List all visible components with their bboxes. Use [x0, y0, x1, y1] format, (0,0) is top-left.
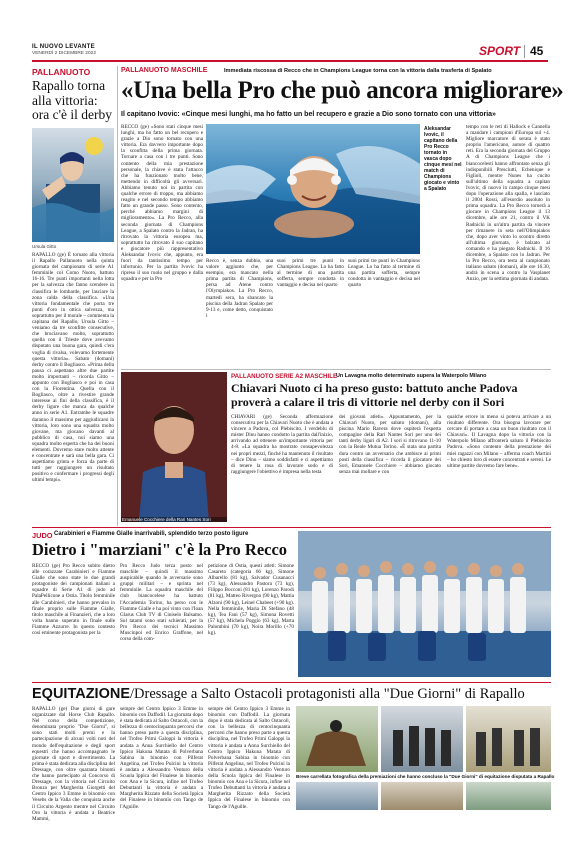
equitazione-col-3: sempre del Centro Ippico 3 Emme in binomio con Daffodil. La giornata dopo è stata dedicata al Salto Ostacoli, con la bellezza di centocinquanta percorsi che hanno preso parte a questa disciplina, nel Trofeo Primi Galoppi la vittoria è andata a Anna Surchiello del Centro Ippico Hakuna Matata di Polverbana Sabina in binomio con Pilferat Angelina, nel Trofeo Pulcini la vittoria è andata a Alessandro Venturo della Scuola Ippica del Finalese in binomio con Ana e la Sicura, infine nel Trofeo Debuttanti la vittoria è andata a Margherita Rizzato della Società Ippica del Finalese in binomio con Tango de l'Aguille. — [208, 706, 290, 810]
ivovic-photo-caption: Aleksandar Ivovic, il capitano della Pro Recco tornato in vasca dopo cinque mesi nel match di Champions giocato e vinto a Spalato — [424, 126, 462, 192]
equitazione-photo-5 — [381, 782, 463, 810]
judo-headline: Dietro i "marziani" c'è la Pro Recco — [32, 540, 288, 559]
story-divider-top — [121, 369, 551, 370]
judo-team-photo — [298, 531, 551, 677]
judo-kicker: JUDO — [32, 531, 53, 540]
waterpolo-player-illustration — [206, 124, 420, 254]
issue-date: VENERDÌ 2 DICEMBRE 2022 — [32, 51, 96, 56]
ursula-gitto-photo — [32, 128, 114, 242]
judo-col-1: RECCO (ge) Pro Recco subito dietro alle corazzate Carabinieri e Fiamme Gialle che sono state le due grandi protagoniste dei campionati italiani a squadre di Serie A1 di judo ad PalaPellicone a Ostia. Titolo femminile alle Carabinieri, che hanno prevalso in finale proprio sulle Fiamme Gialle, titolo maschile ai Finanzieri, che a loro volta hanno superato in finale sulle Fiamme Azzurre. In questo contesto così eminente protagonista per la — [32, 563, 115, 637]
award-ceremony-icon — [466, 706, 551, 772]
judo-col-2: Pro Recco Judo terza posto nel maschile – quindi il massimo auspicabile quando le avversarie sono gruppi militari – e sprinta nel femminile. La squadra maschile del club biancocelese ha battuto l'Accademia Torino, ha perso con le Fiamme Gialle e ha poi vinto con l'Ioan Glarus Club TV di Ciniselo Balsamo. Sul tatami sono stati schierati, per la Pro Recco dei tecnici Massimo Muscinpoi ed Enrico Graffone, nel corso della com- — [120, 563, 203, 643]
swimmer-silhouette — [32, 128, 114, 242]
top-headline: «Una bella Pro che può ancora migliorare» — [121, 77, 564, 104]
header-rule — [32, 60, 548, 62]
kicker-slash: / — [130, 686, 135, 702]
chiavari-col-1: CHIAVARI (ge) Seconda affermazione consecutiva per la Chiavari Nuoto che è andata a vincere a Padova, col Plebiscito. I verdeblu di mister Dinu hanno condotto la partita dall'inizio, arrivando ad ottenere un'importante vittoria per 4-8. «La squadra ha mostrato consapevolezza nei propri mezzi, finché ha mantenuto il risultato – dice Dinu – siamo soddisfatti e ci aspettiamo di tenere la rosa di lavorare sodo e di raggiungere l'obiettivo è impresa nella testa — [231, 414, 333, 475]
top-col-1: RECCO (ge) «Sono stati cinque mesi lunghi, ma ho fatto un bel recupero e grazie a Dio sono tornato con una vittoria. Era davvero importante dopo la sconfitta della prima giornata. Tornare a casa con i tre punti. Sono contento della mia prestazione personale, la chiave è stata l'attacco che ha funzionato molto bene, mettendo in difficoltà gli avversari. Abbiamo tenuto noi in partita con qualche errore di troppo, ma abbiamo reagito e nel secondo tempo abbiamo fatto un grande passo. Sono contento, perché abbiamo margini di miglioramento». La Pro Recco, alla seconda giornata di Champions League, a Spalato contro la Jadran, ha ritrovato la vittoria europea ma, soprattutto ha ritrovato il suo capitano e giocatore più rappresentativo Aleksandar Ivovic che, appunto, era fuori da tantissimo tempo per infortunio. Per la partita Ivovic ha ripreso il suo ruolo nel gruppo e dalla squadra e per la Pro — [121, 124, 203, 283]
top-col-3b: suoi primi tre punti in Champions League. Lo ha fatto al termine di una partita sofferta, sempre condotta in vantaggio e decisa nel quarto — [348, 258, 420, 289]
ivovic-photo — [206, 124, 420, 254]
equitazione-photo-1 — [296, 706, 378, 772]
section-label: SPORT — [479, 44, 521, 58]
top-subhead: Il capitano Ivovic: «Cinque mesi lunghi, ma ho fatto un bel recupero e grazie a Dio sono tornato con una vittoria» — [121, 111, 496, 118]
horse-rider-icon — [296, 706, 378, 772]
podium-group-icon — [381, 706, 463, 772]
equitazione-photo-3 — [466, 706, 551, 772]
top-col-2: Recco è, senza dubbio, una valore aggiunto che, per esempio, era mancato nella prima partita di Champions, persa ad Atene contro l'Olympiakos. La Pro Recco, martedì sera, ha sbancato la piscina della Jadran Spalato per 9-13 e, come detto, conquistato i — [206, 258, 273, 319]
equitazione-photo-caption: Breve carrellata fotografica della premiazioni che hanno concluso la "Due Giorni" di equitazione disputata a Rapallo — [296, 774, 555, 779]
top-col-4: tempo con le reti di Hallock e Cannella a mandare i campioni d'Europa sul +4. Migliore marcatore di serata è stato proprio l'americano, autore di quattro reti. Era la seconda giornata del Gruppo A di Champions League che i biancocelesti hanno affrontato senza gli indisponibili Presciutti, Echenique e Figlioli, mentre Nunes ha cucito sull'ultimo della squadra a capitan Ivovic, di nuovo in campo cinque mesi dopo l'operazione alla spalla, e lasciato il 2004 Rossi, all'esordio assoluto in prima squadra. La Pro Recco tornerà a giocare in Champions League il 13 dicembre, alle ore 21, contro il VK Radnicki in un'altra partita da vincere per rimanere in seta nell'Olimpiakos che, dopo aver vinto lo scontro diretto all'ultima giornata, è balzato al comando e ha piegato Radnicki. Il 16 dicembre, a Spalato con lo Jadran. Per la Pro Recco, ora testa al campionato italiano sabato (domani), alle ore 16.30, andrà in scena a contro la Vasplanet Anzio, per la settima giornata di andata. — [466, 124, 550, 283]
masthead: IL NUOVO LEVANTE — [32, 44, 95, 50]
left-body: RAPALLO (ge) È tornato alla vittoria il Rapallo Pallanuoto nella quinta giornata del campionato di serie A1 femminile col Como Nuoto, battuto 16-16. Tre punti importanti nella lotta per la salvezza che fanno scendere in classifica le lombarde, per lasciare la zona calda della classifica. «Una vittoria fondamentale che porta tre punti d'oro in ottica salvezza, ma soprattutto per il morale – commenta la capitana del Rapallo, Ursula Gitto – veniamo da tre sconfitte consecutive, che bruciavano molto, soprattutto quella con il Trieste dove avevamo disputato una buona gara, quindi c'era voglia di rivalsa, volevamo fortemente questa vittoria». Sabato (domani) derby contro il Bogliasco. «Prima della pausa ci aspettano altre due partite molto importanti – ricorda Gitto – appunto con Bogliasco e poi in casa con la Fiorentina. Quella con il Bogliasco, oltre a rivestire grande interesse ai fini della classifica, è il derby ligure che manca da qualche anno in serie A1. Entrambe le squadre daranno il massimo per aggiudicarsi la vittoria, loro sono una squadra molto giovane, ma giocano davanti al pubblico di casa, noi siamo una squadra molto esperta che ha dei buoni elementi. Dovremo stare molto attente e concentrate e sarà una bella gara. Ci aspettiamo grinta e forza da parte di tutti per raggiungere un risultato positivo e confermare i progressi degli ultimi tempi». — [32, 252, 114, 484]
top-kicker: PALLANUOTO MASCHILE — [121, 67, 208, 74]
top-kicker-sub: Immediata riscossa di Recco che in Champions League torna con la vittoria dalla trasferta di Spalato — [224, 68, 492, 74]
equitazione-headline: Dressage a Salto Ostacoli protagonisti alla "Due Giorni" di Rapallo — [134, 686, 525, 702]
top-col-3: suoi primi tre punti in Champions League. Lo ha fatto al termine di una partita sofferta, sempre condotta in vantaggio e decisa nel quarto — [277, 258, 344, 289]
equitazione-photo-4 — [296, 782, 378, 810]
cocchiere-photo-caption: Emanuele Cocchiere della Rari Nantes Sori — [121, 517, 227, 522]
chiavari-col-3: qualche errore in meno si poteva arrivare a un risultato differente. Ora bisogna lavorare per cercare di portare a casa un buon risultato con il Chiavari». Il Lavagna dopo la vittoria con la Waterpolo Milano affronterà sabato il Plebiscito Padova. «Sono contento della prestazione dei miei ragazzi con Milano – afferma coach Martini – ho chiesto loro di essere concentrati e sereni. Le ultime partite dovremo fare bene». — [447, 414, 551, 469]
left-headline: Rapallo torna alla vittoria: ora c'è il derby — [32, 78, 113, 123]
chiavari-kicker: PALLANUOTO SERIE A2 MASCHILE — [231, 373, 338, 380]
equitazione-photo-2 — [381, 706, 463, 772]
column-rule — [117, 66, 118, 526]
judo-team-illustration — [298, 531, 551, 677]
section-divider — [524, 45, 525, 58]
equitazione-photo-6 — [466, 782, 551, 810]
section-rule-judo — [32, 527, 551, 528]
left-kicker: PALLANUOTO — [32, 67, 91, 77]
judo-kicker-sub: Carabinieri e Fiamme Gialle inarrivabili, splendido terzo posto ligure — [54, 531, 249, 537]
equitazione-col-2: sempre del Centro Ippico 3 Emme in binomio con Daffodil. La giornata dopo è stata dedicata al Salto Ostacoli, con la bellezza di centocinquanta percorsi che hanno preso parte a questa disciplina, nel Trofeo Primi Galoppi la vittoria è andata a Anna Surchiello del Centro Ippico Hakuna Matata di Polverbana Sabina in binomio con Pilferat Angelina, nel Trofeo Pulcini la vittoria è andata a Alessandro Venturo della Scuola Ippica del Finalese in binomio con Ana e la Sicura, infine nel Trofeo Debuttanti la vittoria è andata a Margherita Rizzato della Società Ippica del Finalese in binomio con Tango de l'Aguille. — [120, 706, 203, 810]
equitazione-headline-row — [32, 686, 551, 703]
judo-col-3: petizione di Ostia, questi atleti: Simone Casareto (categoria 66 kg), Simone Albarello (81 kg), Salvador Cusanacci (73 kg), Alessandro Pastora (73 kg), Filippo Bocconi (81 kg), Lorenzo Parodi (81 kg), Matteo Rivergno (90 kg), Mattia Alzoni (90 kg), Leinel Chabeet (+90 kg). Nella femminile, Maria Di Stefano (48 kg), Tea Fani (57 kg), Simona Rovetti (57 kg), Michela Poggio (63 kg), Marta Palombini (70 kg), Noira Morillo (+70 kg). — [208, 563, 294, 637]
athlete-portrait — [121, 372, 227, 522]
page-number: 45 — [530, 44, 544, 58]
chiavari-headline: Chiavari Nuoto ci ha preso gusto: battuto anche Padova proverà a calare il tris di vittorie nel derby con il Sori — [231, 381, 518, 409]
equitazione-col-1: RAPALLO (ge) Due giorni di gare organizzate dal Horse Club Rapallo. Nel corso della competizione, denominata proprio "Due Giorni", si sono stati molti premi e la partecipazione di alcuni volti noti del mondo dell'equitazione e degli sport equestri che hanno accompagnato le giornate di sport e divertimento. La prima è stata dedicata alla disciplina del Dressage, con oltre quaranta binomi che hanno partecipato al Concorso di Dressage, con la vittoria nel Circuito Bronzo per Margherita Giorgetti del Centro Ippico 3 Emme in binomio con Vesebs de la Valla che conquista anche il Circuito Argento mentre nel Circuito Oro la vittoria è andata a Beatrice Mammi, — [32, 706, 115, 822]
equitazione-kicker: EQUITAZIONE — [32, 686, 131, 702]
cocchiere-photo — [121, 372, 227, 522]
chiavari-kicker-sub: Un Lavagna molto determinato supera la Waterpolo Milano — [336, 373, 487, 379]
left-photo-caption: Ursula Gitto — [32, 244, 57, 249]
chiavari-col-2: dei giovani atleti». Appuntamento, per la Chiavari Nuoto, per sabato (domani), alla piscina Mario Ravera dove ospiterà l'esperta compagine della Rari Nantes Sori per uno dei tanti derby liguri di A2. I sori si ritrovano 11-10 con la Reale Mutua Torino. «È stata una partita dura contro un avversario che ambisce ai primi posti della classifica – ricorda il giocatore dei Sori, Emanuele Cocchiere – abbiamo giocato senza mai mollare e con — [339, 414, 441, 475]
section-rule-equitazione — [32, 682, 551, 683]
